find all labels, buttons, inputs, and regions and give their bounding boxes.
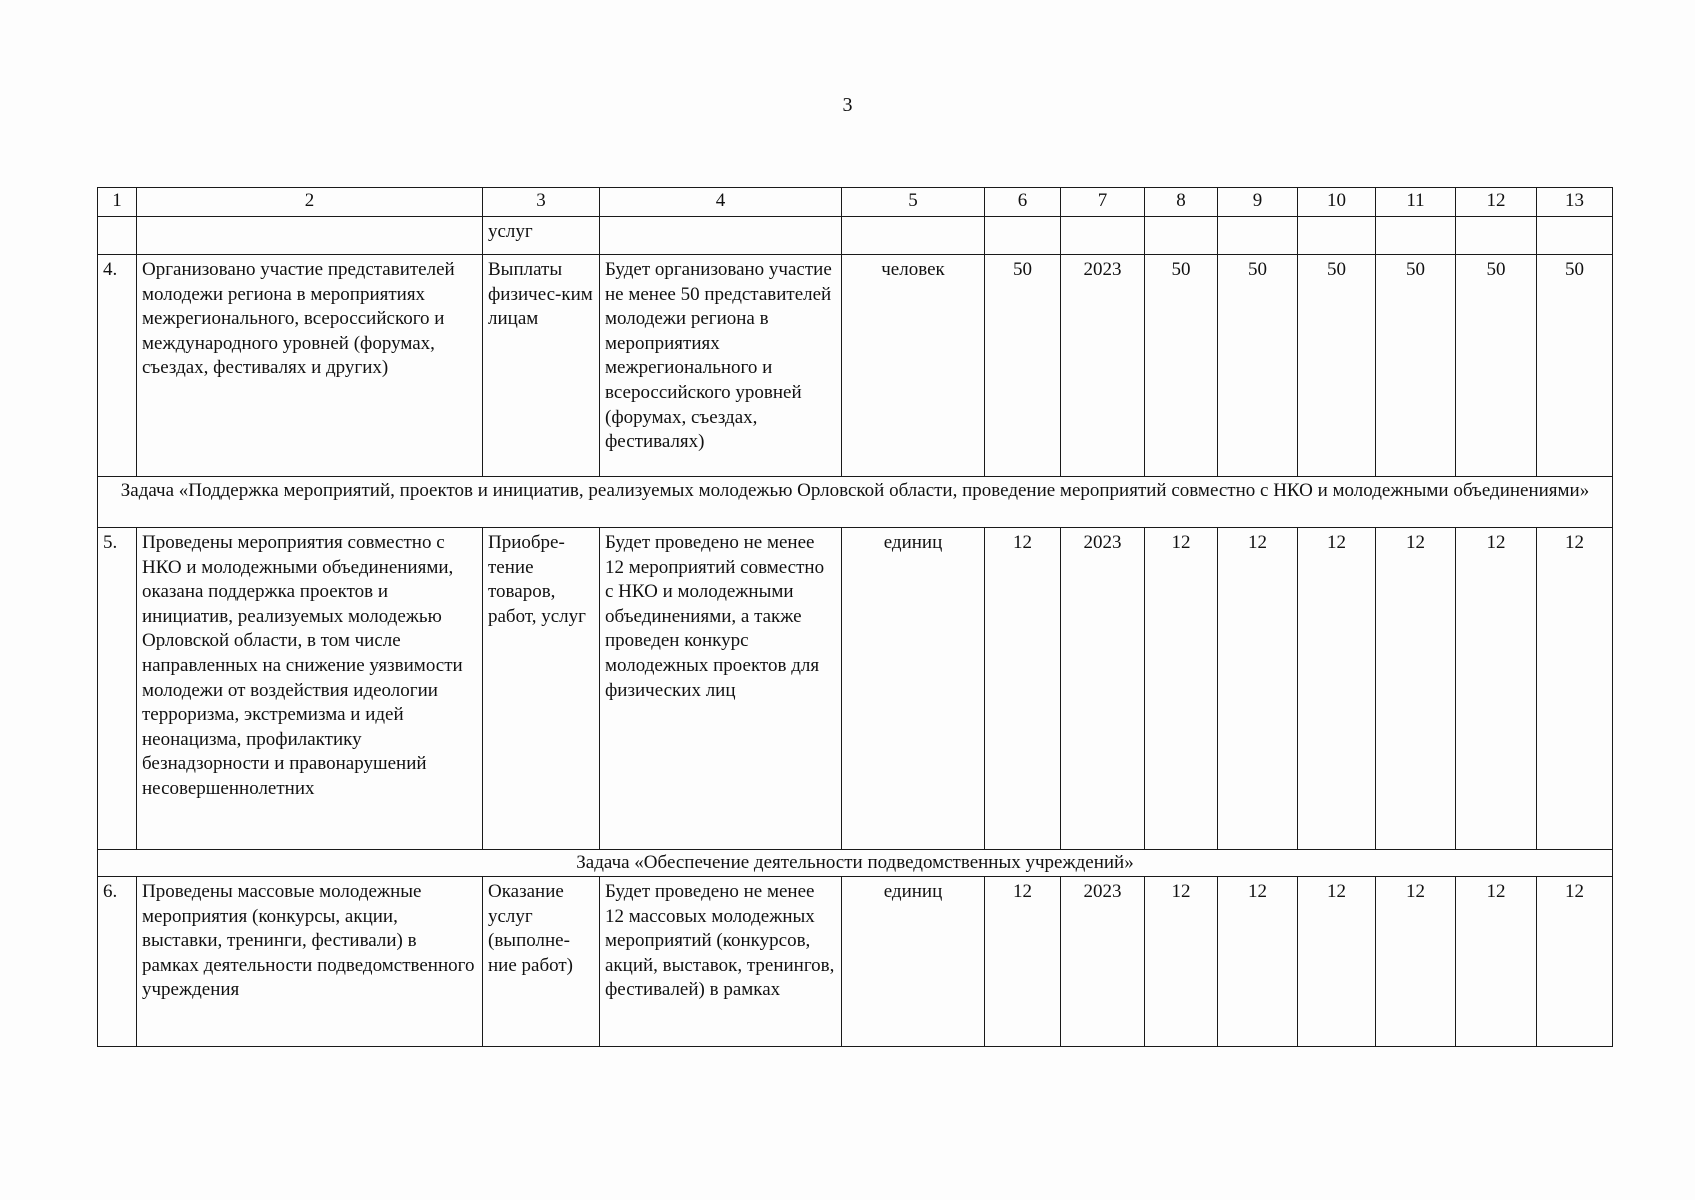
column-number: 4 — [600, 188, 842, 217]
column-number: 1 — [98, 188, 137, 217]
base-value: 12 — [985, 877, 1061, 1047]
base-value: 12 — [985, 528, 1061, 850]
description-text: Будет организовано участие не менее 50 представителей молодежи региона в мероприятиях межрегионального и всероссийского уровней (форумах, съездах, фестивалях) — [605, 259, 832, 453]
value-col-11: 12 — [1376, 528, 1456, 850]
continuation-type: услуг — [483, 217, 600, 255]
result-text: Проведены мероприятия совместно с НКО и молодежными объединениями, оказана поддержка проектов и инициатив, реализуемых молодежью Орловской области, в том числе направленных на снижение уязвимости молодежи от воздействия идеологии терроризма, экстремизма и идей неонацизма, профилактику безнадзорности и правонарушений несовершеннолетних — [137, 528, 483, 850]
description-text: Будет проведено не менее 12 мероприятий совместно с НКО и молодежными объединениями, а также проведен конкурс молодежных проектов для физических лиц — [600, 528, 842, 850]
table-row — [98, 877, 1613, 1047]
column-number: 11 — [1376, 188, 1456, 217]
column-number: 12 — [1456, 188, 1537, 217]
task-heading: Задача «Поддержка мероприятий, проектов и инициатив, реализуемых молодежью Орловской области, проведение мероприятий совместно с НКО и молодежными объединениями» — [98, 477, 1613, 528]
result-text: Организовано участие представителей молодежи региона в мероприятиях межрегионального, всероссийского и международного уровней (форумах, съездах, фестивалях и других) — [137, 255, 483, 477]
page-number: 3 — [842, 94, 853, 116]
value-col-9: 50 — [1218, 255, 1298, 477]
value-col-8: 50 — [1145, 255, 1218, 477]
column-number-row — [98, 188, 1613, 217]
value-col-12: 12 — [1456, 528, 1537, 850]
column-number: 8 — [1145, 188, 1218, 217]
task-heading: Задача «Обеспечение деятельности подведомственных учреждений» — [98, 850, 1613, 877]
unit-text: единиц — [842, 877, 985, 1047]
value-col-8: 12 — [1145, 528, 1218, 850]
column-number: 6 — [985, 188, 1061, 217]
result-text: Проведены массовые молодежные мероприятия (конкурсы, акции, выставки, тренинги, фестивали) в рамках деятельности подведомственного учреждения — [137, 877, 483, 1047]
description-text: Будет проведено не менее 12 массовых молодежных мероприятий (конкурсов, акций, выставок, тренингов, фестивалей) в рамках — [605, 881, 835, 1001]
value-col-9: 12 — [1218, 877, 1298, 1047]
table-row — [98, 528, 1613, 850]
column-number: 10 — [1298, 188, 1376, 217]
base-value: 50 — [985, 255, 1061, 477]
value-col-9: 12 — [1218, 528, 1298, 850]
value-col-13: 12 — [1537, 528, 1613, 850]
type-text: Выплаты физичес-ким лицам — [483, 255, 600, 477]
task-row — [98, 850, 1613, 877]
indicators-table — [97, 187, 1613, 1047]
type-text: Приобре-тение товаров, работ, услуг — [483, 528, 600, 850]
value-col-11: 50 — [1376, 255, 1456, 477]
base-year: 2023 — [1061, 528, 1145, 850]
column-number: 3 — [483, 188, 600, 217]
unit-text: человек — [842, 255, 985, 477]
table-row — [98, 255, 1613, 477]
unit-text: единиц — [842, 528, 985, 850]
value-col-10: 12 — [1298, 877, 1376, 1047]
value-col-13: 50 — [1537, 255, 1613, 477]
column-number: 5 — [842, 188, 985, 217]
type-text: Оказание услуг (выполне-ние работ) — [483, 877, 600, 1047]
row-number: 5. — [98, 528, 137, 850]
value-col-10: 50 — [1298, 255, 1376, 477]
row-number: 4. — [98, 255, 137, 477]
column-number: 2 — [137, 188, 483, 217]
base-year: 2023 — [1061, 255, 1145, 477]
value-col-13: 12 — [1537, 877, 1613, 1047]
base-year: 2023 — [1061, 877, 1145, 1047]
column-number: 13 — [1537, 188, 1613, 217]
continuation-row — [98, 217, 1613, 255]
row-number: 6. — [98, 877, 137, 1047]
value-col-12: 12 — [1456, 877, 1537, 1047]
column-number: 7 — [1061, 188, 1145, 217]
value-col-8: 12 — [1145, 877, 1218, 1047]
column-number: 9 — [1218, 188, 1298, 217]
value-col-10: 12 — [1298, 528, 1376, 850]
task-row — [98, 477, 1613, 528]
value-col-12: 50 — [1456, 255, 1537, 477]
value-col-11: 12 — [1376, 877, 1456, 1047]
